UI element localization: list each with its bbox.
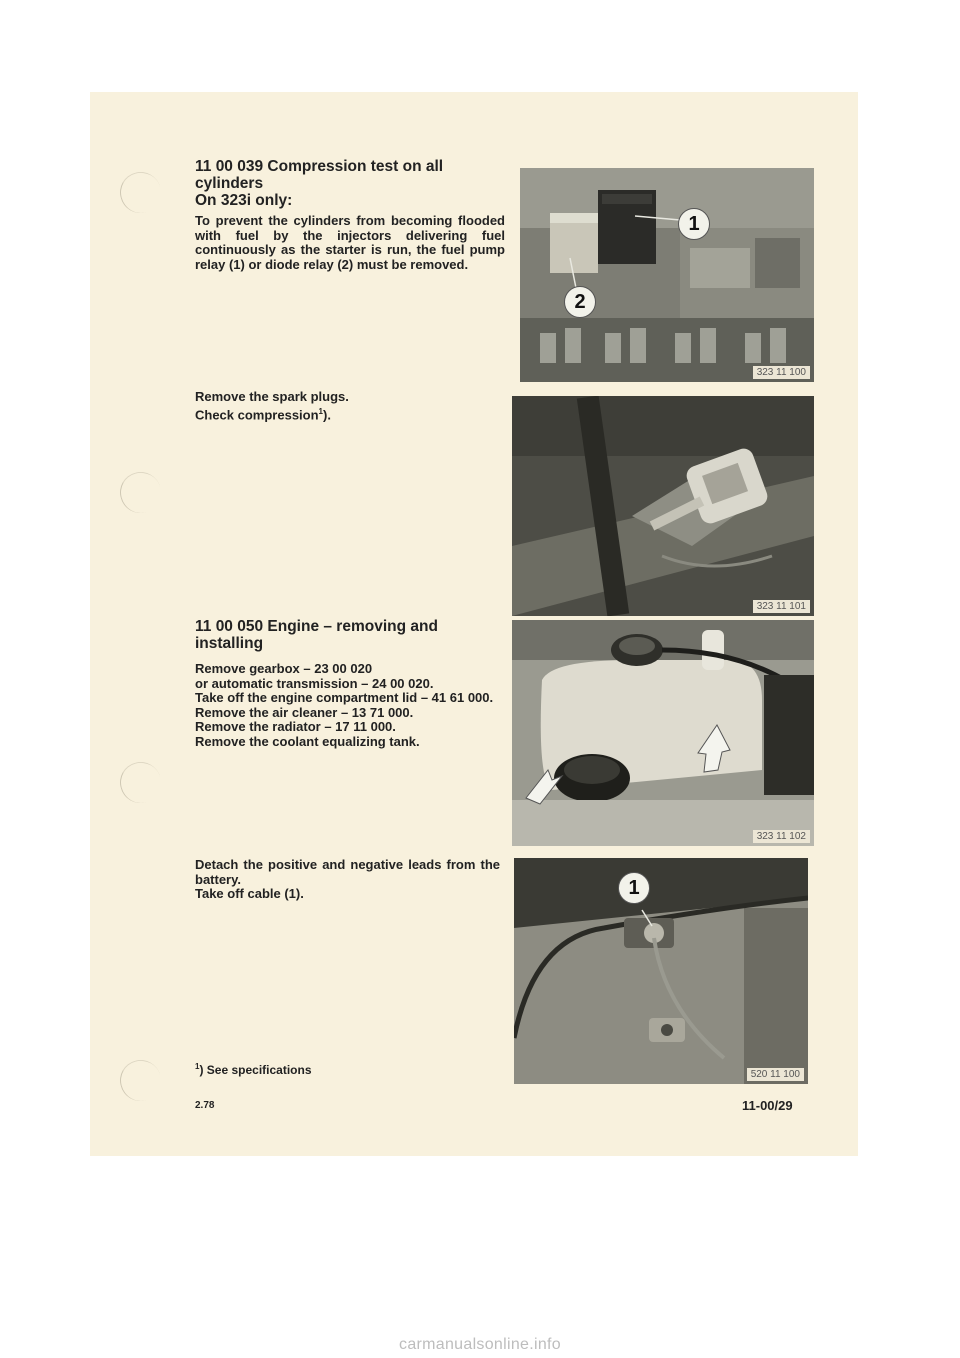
section2-text — [195, 390, 505, 422]
section3-line: Remove the coolant equalizing tank. — [195, 733, 420, 749]
section2-line2: Check compression$^1$). — [195, 406, 331, 422]
callout-1: 1 — [618, 872, 650, 904]
page-number: 11-00/29 — [742, 1098, 793, 1113]
section3-line: or automatic transmission – 24 00 020. — [195, 675, 434, 691]
callout-1: 1 — [678, 208, 710, 240]
section2-line1: Remove the spark plugs. — [195, 389, 349, 404]
section4-body — [195, 858, 500, 902]
footer-date: 2.78 — [195, 1100, 215, 1111]
photo-relays — [520, 168, 814, 382]
section4-line: Take off cable (1). — [195, 886, 304, 901]
punch-hole — [115, 757, 165, 807]
section3-heading: 11 00 050 Engine – removing and installing — [195, 618, 438, 652]
manual-page — [90, 92, 858, 1156]
section3-line: Remove gearbox – 23 00 020 — [195, 661, 373, 676]
section1-body: To prevent the cylinders from becoming flooded with fuel by the injectors delivering fuel continuously as the starter is run, the fuel pump relay (1) or diode relay (2) must be removed. — [195, 213, 505, 272]
punch-hole — [115, 167, 165, 217]
photo-spark-plugs — [512, 396, 814, 616]
photo-battery-cable — [514, 858, 808, 1084]
section3-line: Take off the engine compartment lid – 41 61 000. — [195, 690, 494, 705]
section3-line: Remove the air cleaner – 13 71 000. — [195, 704, 414, 720]
punch-hole — [115, 1055, 165, 1105]
section3-body — [195, 662, 505, 749]
photo-caption: 323 11 101 — [753, 600, 810, 613]
footnote: $^1$) See specifications — [195, 1062, 312, 1077]
punch-hole — [115, 467, 165, 517]
section4-line: Detach the positive and negative leads from the battery. — [195, 857, 500, 887]
photo-coolant-tank — [512, 620, 814, 846]
photo-caption: 323 11 102 — [753, 830, 810, 843]
section1-subheading: On 323i only: — [195, 192, 293, 209]
photo-caption: 520 11 100 — [747, 1068, 804, 1081]
callout-2: 2 — [564, 286, 596, 318]
site-watermark: carmanualsonline.info — [399, 1336, 561, 1353]
photo-caption: 323 11 100 — [753, 366, 810, 379]
section3-line: Remove the radiator – 17 11 000. — [195, 719, 396, 734]
section1-heading: 11 00 039 Compression test on all cylinders On 323i only: — [195, 158, 475, 209]
